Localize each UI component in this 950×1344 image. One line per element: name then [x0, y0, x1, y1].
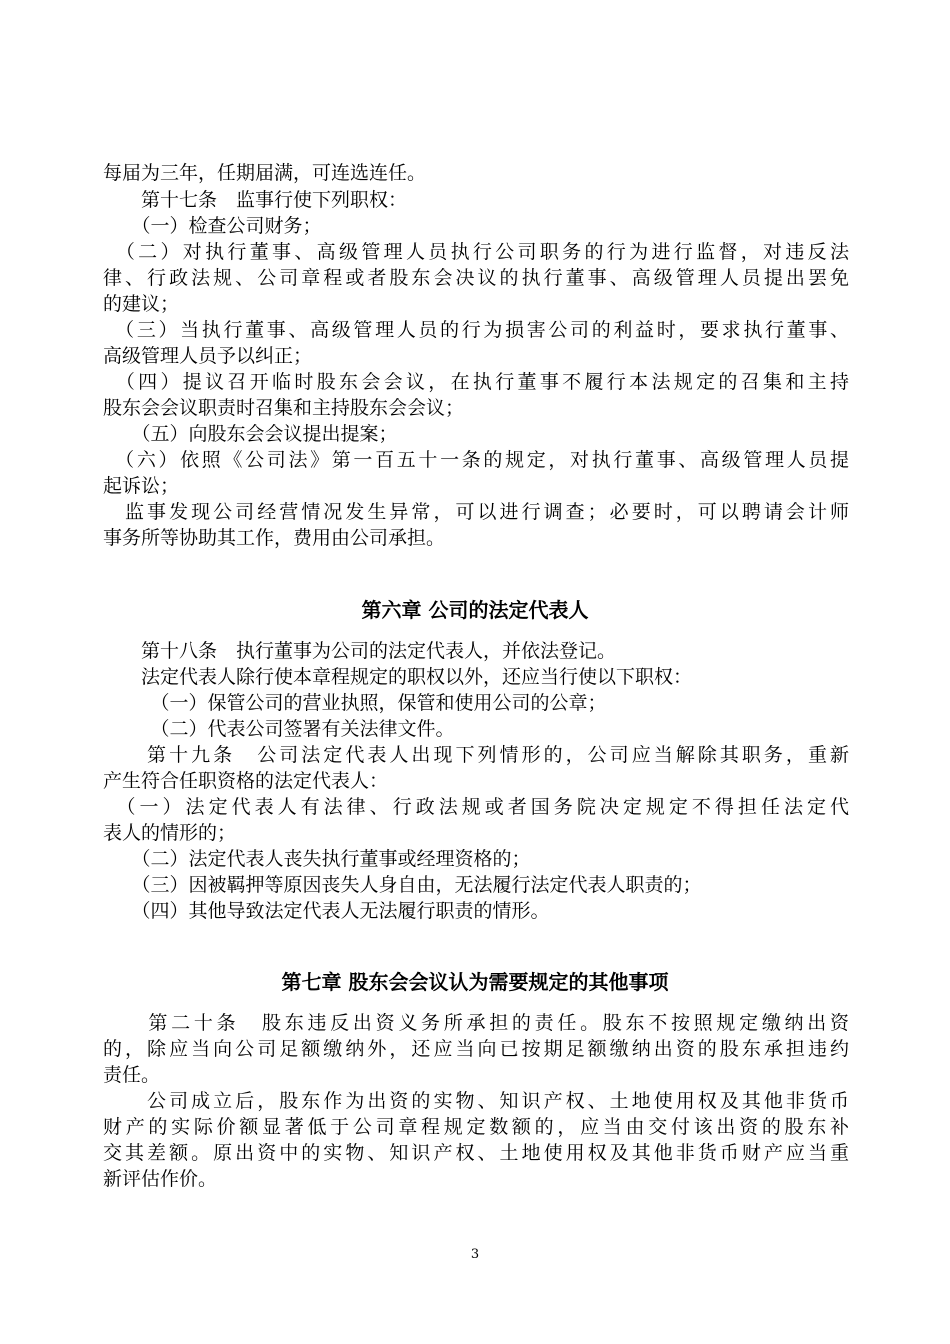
text-line: （二）代表公司签署有关法律文件。 — [103, 718, 455, 740]
text-line: 产生符合任职资格的法定代表人： — [103, 770, 389, 792]
text-line: （四）其他导致法定代表人无法履行职责的情形。 — [103, 900, 550, 922]
text-line: （一）法定代表人有法律、行政法规或者国务院决定规定不得担任法定代 — [103, 796, 849, 818]
text-line: 第十九条 公司法定代表人出现下列情形的，公司应当解除其职务，重新 — [103, 744, 849, 766]
text-line: 律、行政法规、公司章程或者股东会决议的执行董事、高级管理人员提出罢免 — [103, 267, 849, 289]
text-line: 法定代表人除行使本章程规定的职权以外，还应当行使以下职权： — [103, 666, 693, 688]
text-line: 股东会会议职责时召集和主持股东会会议； — [103, 397, 465, 419]
text-line: （二）法定代表人丧失执行董事或经理资格的； — [103, 848, 531, 870]
text-line: （六）依照《公司法》第一百五十一条的规定，对执行董事、高级管理人员提 — [103, 449, 849, 471]
text-line: 第十七条 监事行使下列职权： — [103, 189, 408, 211]
text-line: 公司成立后，股东作为出资的实物、知识产权、土地使用权及其他非货币 — [103, 1090, 849, 1112]
text-line: 责任。 — [103, 1064, 161, 1086]
text-line: （二）对执行董事、高级管理人员执行公司职务的行为进行监督，对违反法 — [103, 241, 849, 263]
text-line: 第二十条 股东违反出资义务所承担的责任。股东不按照规定缴纳出资 — [103, 1012, 849, 1034]
chapter-heading: 第七章 股东会会议认为需要规定的其他事项 — [281, 970, 669, 994]
text-line: （一）检查公司财务； — [103, 215, 322, 237]
text-line: （三）因被羁押等原因丧失人身自由，无法履行法定代表人职责的； — [103, 874, 702, 896]
text-line: 监事发现公司经营情况发生异常，可以进行调查；必要时，可以聘请会计师 — [103, 501, 849, 523]
text-line: 起诉讼； — [103, 475, 180, 497]
text-line: 的，除应当向公司足额缴纳外，还应当向已按期足额缴纳出资的股东承担违约 — [103, 1038, 849, 1060]
page-number: 3 — [470, 1247, 480, 1262]
text-line: 高级管理人员予以纠正； — [103, 345, 313, 367]
text-line: （三）当执行董事、高级管理人员的行为损害公司的利益时，要求执行董事、 — [103, 319, 849, 341]
text-line: （一）保管公司的营业执照，保管和使用公司的公章； — [103, 692, 607, 714]
text-line: 的建议； — [103, 293, 180, 315]
text-line: 事务所等协助其工作，费用由公司承担。 — [103, 527, 446, 549]
chapter-heading: 第六章 公司的法定代表人 — [361, 598, 589, 622]
text-line: 交其差额。原出资中的实物、知识产权、土地使用权及其他非货币财产应当重 — [103, 1142, 849, 1164]
text-line: 每届为三年，任期届满，可连选连任。 — [103, 162, 427, 184]
text-line: 表人的情形的； — [103, 822, 237, 844]
text-line: 第十八条 执行董事为公司的法定代表人，并依法登记。 — [103, 640, 617, 662]
text-line: 新评估作价。 — [103, 1168, 218, 1190]
text-line: （四）提议召开临时股东会会议，在执行董事不履行本法规定的召集和主持 — [103, 371, 849, 393]
text-line: （五）向股东会会议提出提案； — [103, 423, 398, 445]
text-line: 财产的实际价额显著低于公司章程规定数额的，应当由交付该出资的股东补 — [103, 1116, 849, 1138]
